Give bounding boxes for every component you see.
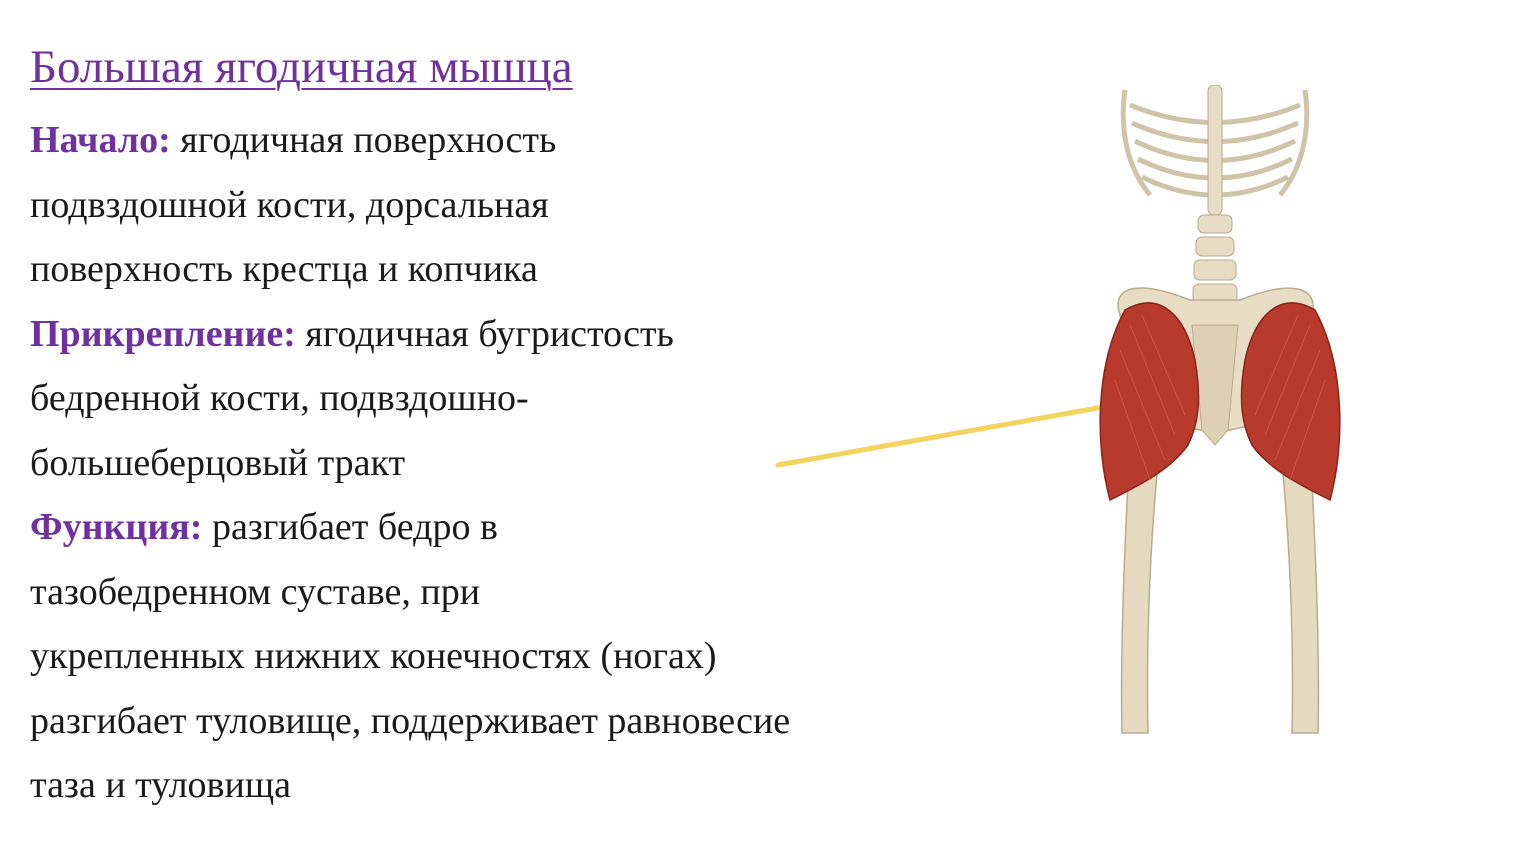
origin-line-1 — [30, 108, 970, 173]
insertion-label: Прикрепление: — [30, 312, 296, 355]
origin-label: Начало: — [30, 119, 171, 161]
slide-title: Большая ягодичная мышца — [30, 41, 573, 93]
function-line-2: тазобедренном суставе, при — [30, 570, 481, 613]
insertion-line-2: бедренной кости, подвздошно- — [30, 377, 529, 419]
function-text-1: разгибает бедро в — [211, 506, 498, 548]
function-line-1 — [30, 495, 970, 560]
function-line-3: укрепленных нижних конечностях (ногах) — [30, 635, 717, 677]
origin-line-2: подвздошной кости, дорсальная — [30, 183, 549, 226]
insertion-line-1 — [30, 302, 970, 367]
origin-line-3: поверхность крестца и копчика — [30, 248, 538, 290]
origin-text-1: ягодичная поверхность — [180, 119, 557, 161]
insertion-line-3: большеберцовый тракт — [30, 441, 406, 484]
function-line-5: таза и туловища — [30, 764, 291, 806]
gluteus-maximus-illustration — [1080, 85, 1360, 735]
function-label: Функция: — [30, 506, 203, 548]
muscle-description — [30, 108, 970, 818]
insertion-text-1: ягодичная бугристость — [305, 312, 674, 355]
function-line-4: разгибает туловище, поддерживает равновесие — [30, 699, 791, 742]
